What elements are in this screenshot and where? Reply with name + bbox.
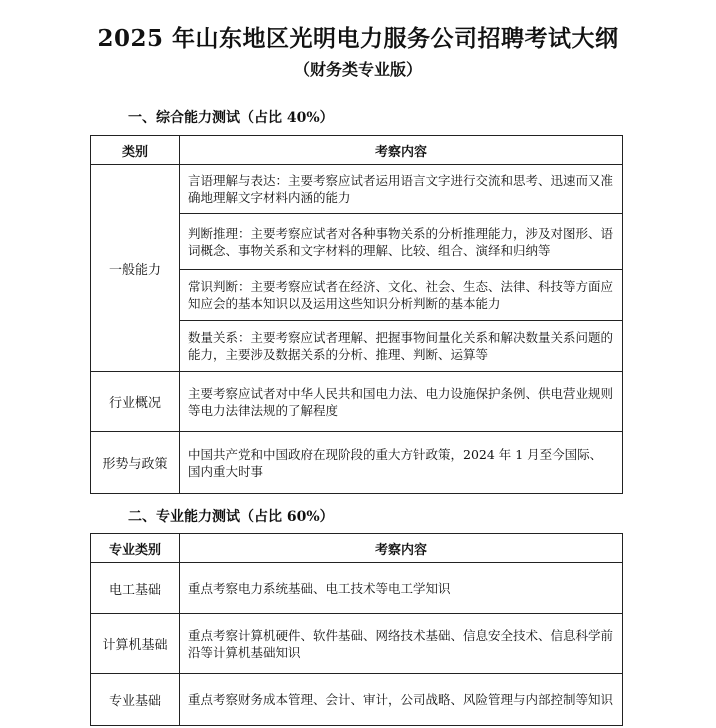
category-electrical: 电工基础 (91, 563, 180, 614)
section1-heading: 一、综合能力测试（占比 40%） (128, 110, 334, 126)
section1-header-category: 类别 (91, 136, 180, 165)
electrical-content: 重点考察电力系统基础、电工技术等电工学知识 (180, 563, 623, 614)
section2-heading: 二、专业能力测试（占比 60%） (128, 509, 334, 525)
general-item-reasoning: 判断推理：主要考察应试者对各种事物关系的分析推理能力，涉及对图形、语词概念、事物关系和文字材料的理解、比较、组合、演绎和归纳等 (180, 214, 623, 270)
table-row (91, 674, 623, 726)
document-subtitle: （财务类专业版） (293, 60, 422, 79)
category-policy: 形势与政策 (91, 432, 180, 494)
section1-header-row (91, 136, 623, 165)
professional-content: 重点考察财务成本管理、会计、审计，公司战略、风险管理与内部控制等知识 (180, 674, 623, 726)
table-row (91, 614, 623, 674)
section2-header-row (91, 534, 623, 563)
section2-header-category: 专业类别 (91, 534, 180, 563)
section2-header-content: 考察内容 (180, 534, 623, 563)
category-professional: 专业基础 (91, 674, 180, 726)
general-item-common-sense: 常识判断：主要考察应试者在经济、文化、社会、生态、法律、科技等方面应知应会的基本知识以及运用这些知识分析判断的基本能力 (180, 270, 623, 321)
table-row (91, 165, 623, 214)
section1-header-content: 考察内容 (180, 136, 623, 165)
industry-content: 主要考察应试者对中华人民共和国电力法、电力设施保护条例、供电营业规则等电力法律法规的了解程度 (180, 372, 623, 432)
category-industry: 行业概况 (91, 372, 180, 432)
document-title: 2025 年山东地区光明电力服务公司招聘考试大纲 (97, 25, 619, 52)
table-row (91, 432, 623, 494)
table-row (91, 372, 623, 432)
section2-table (90, 533, 623, 726)
policy-content: 中国共产党和中国政府在现阶段的重大方针政策，2024 年 1 月至今国际、国内重大时事 (180, 432, 623, 494)
category-computer: 计算机基础 (91, 614, 180, 674)
computer-content: 重点考察计算机硬件、软件基础、网络技术基础、信息安全技术、信息科学前沿等计算机基础知识 (180, 614, 623, 674)
general-item-quantitative: 数量关系：主要考察应试者理解、把握事物间量化关系和解决数量关系问题的能力，主要涉及数据关系的分析、推理、判断、运算等 (180, 321, 623, 372)
category-general: 一般能力 (91, 165, 180, 372)
general-item-verbal: 言语理解与表达：主要考察应试者运用语言文字进行交流和思考、迅速而又准确地理解文字材料内涵的能力 (180, 165, 623, 214)
table-row (91, 563, 623, 614)
section1-table (90, 135, 623, 494)
